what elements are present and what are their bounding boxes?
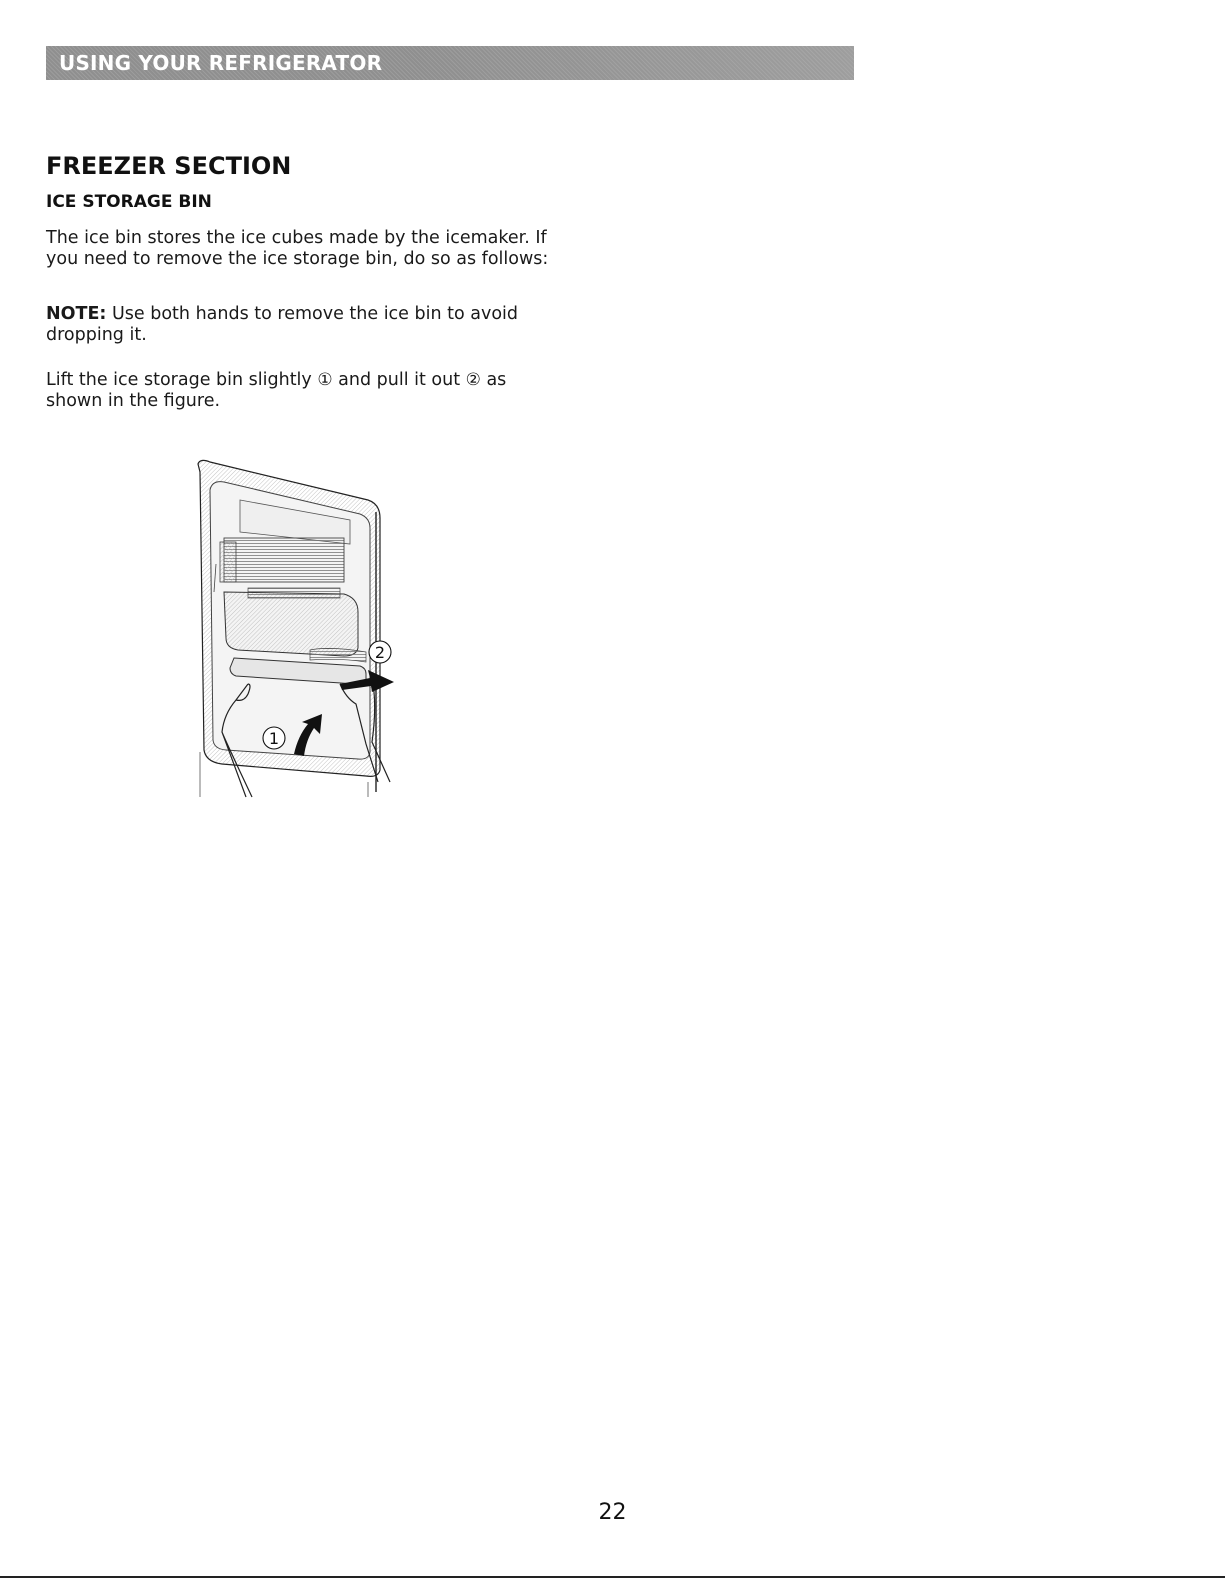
note-label: NOTE:	[46, 304, 107, 324]
subsection-title: ICE STORAGE BIN	[46, 192, 212, 212]
note-paragraph	[46, 304, 566, 346]
instruction-paragraph	[46, 370, 566, 412]
ice-storage-bin	[224, 588, 366, 684]
header-bar-fade	[416, 46, 854, 80]
note-text: Use both hands to remove the ice bin to avoid dropping it.	[46, 304, 519, 345]
callout-2-label: 2	[374, 643, 386, 662]
ice-bin-removal-illustration	[190, 452, 405, 802]
step-2-symbol: ②	[465, 370, 481, 390]
instruction-text-3: as shown in the figure.	[46, 370, 507, 411]
callout-1-label: 1	[268, 729, 280, 748]
instruction-text-1: Lift the ice storage bin slightly	[46, 370, 318, 390]
page-number: 22	[598, 1500, 627, 1525]
section-header-bar	[46, 46, 854, 80]
intro-paragraph: The ice bin stores the ice cubes made by the icemaker. If you need to remove the ice storage bin, do so as follows:	[46, 228, 549, 269]
instruction-text-2: and pull it out	[332, 370, 466, 390]
section-title: FREEZER SECTION	[46, 152, 292, 180]
bottom-rule	[0, 1576, 1225, 1578]
header-title: USING YOUR REFRIGERATOR	[59, 51, 383, 75]
step-1-symbol: ①	[317, 370, 333, 390]
callout-1	[263, 727, 285, 749]
callout-2	[369, 641, 391, 663]
